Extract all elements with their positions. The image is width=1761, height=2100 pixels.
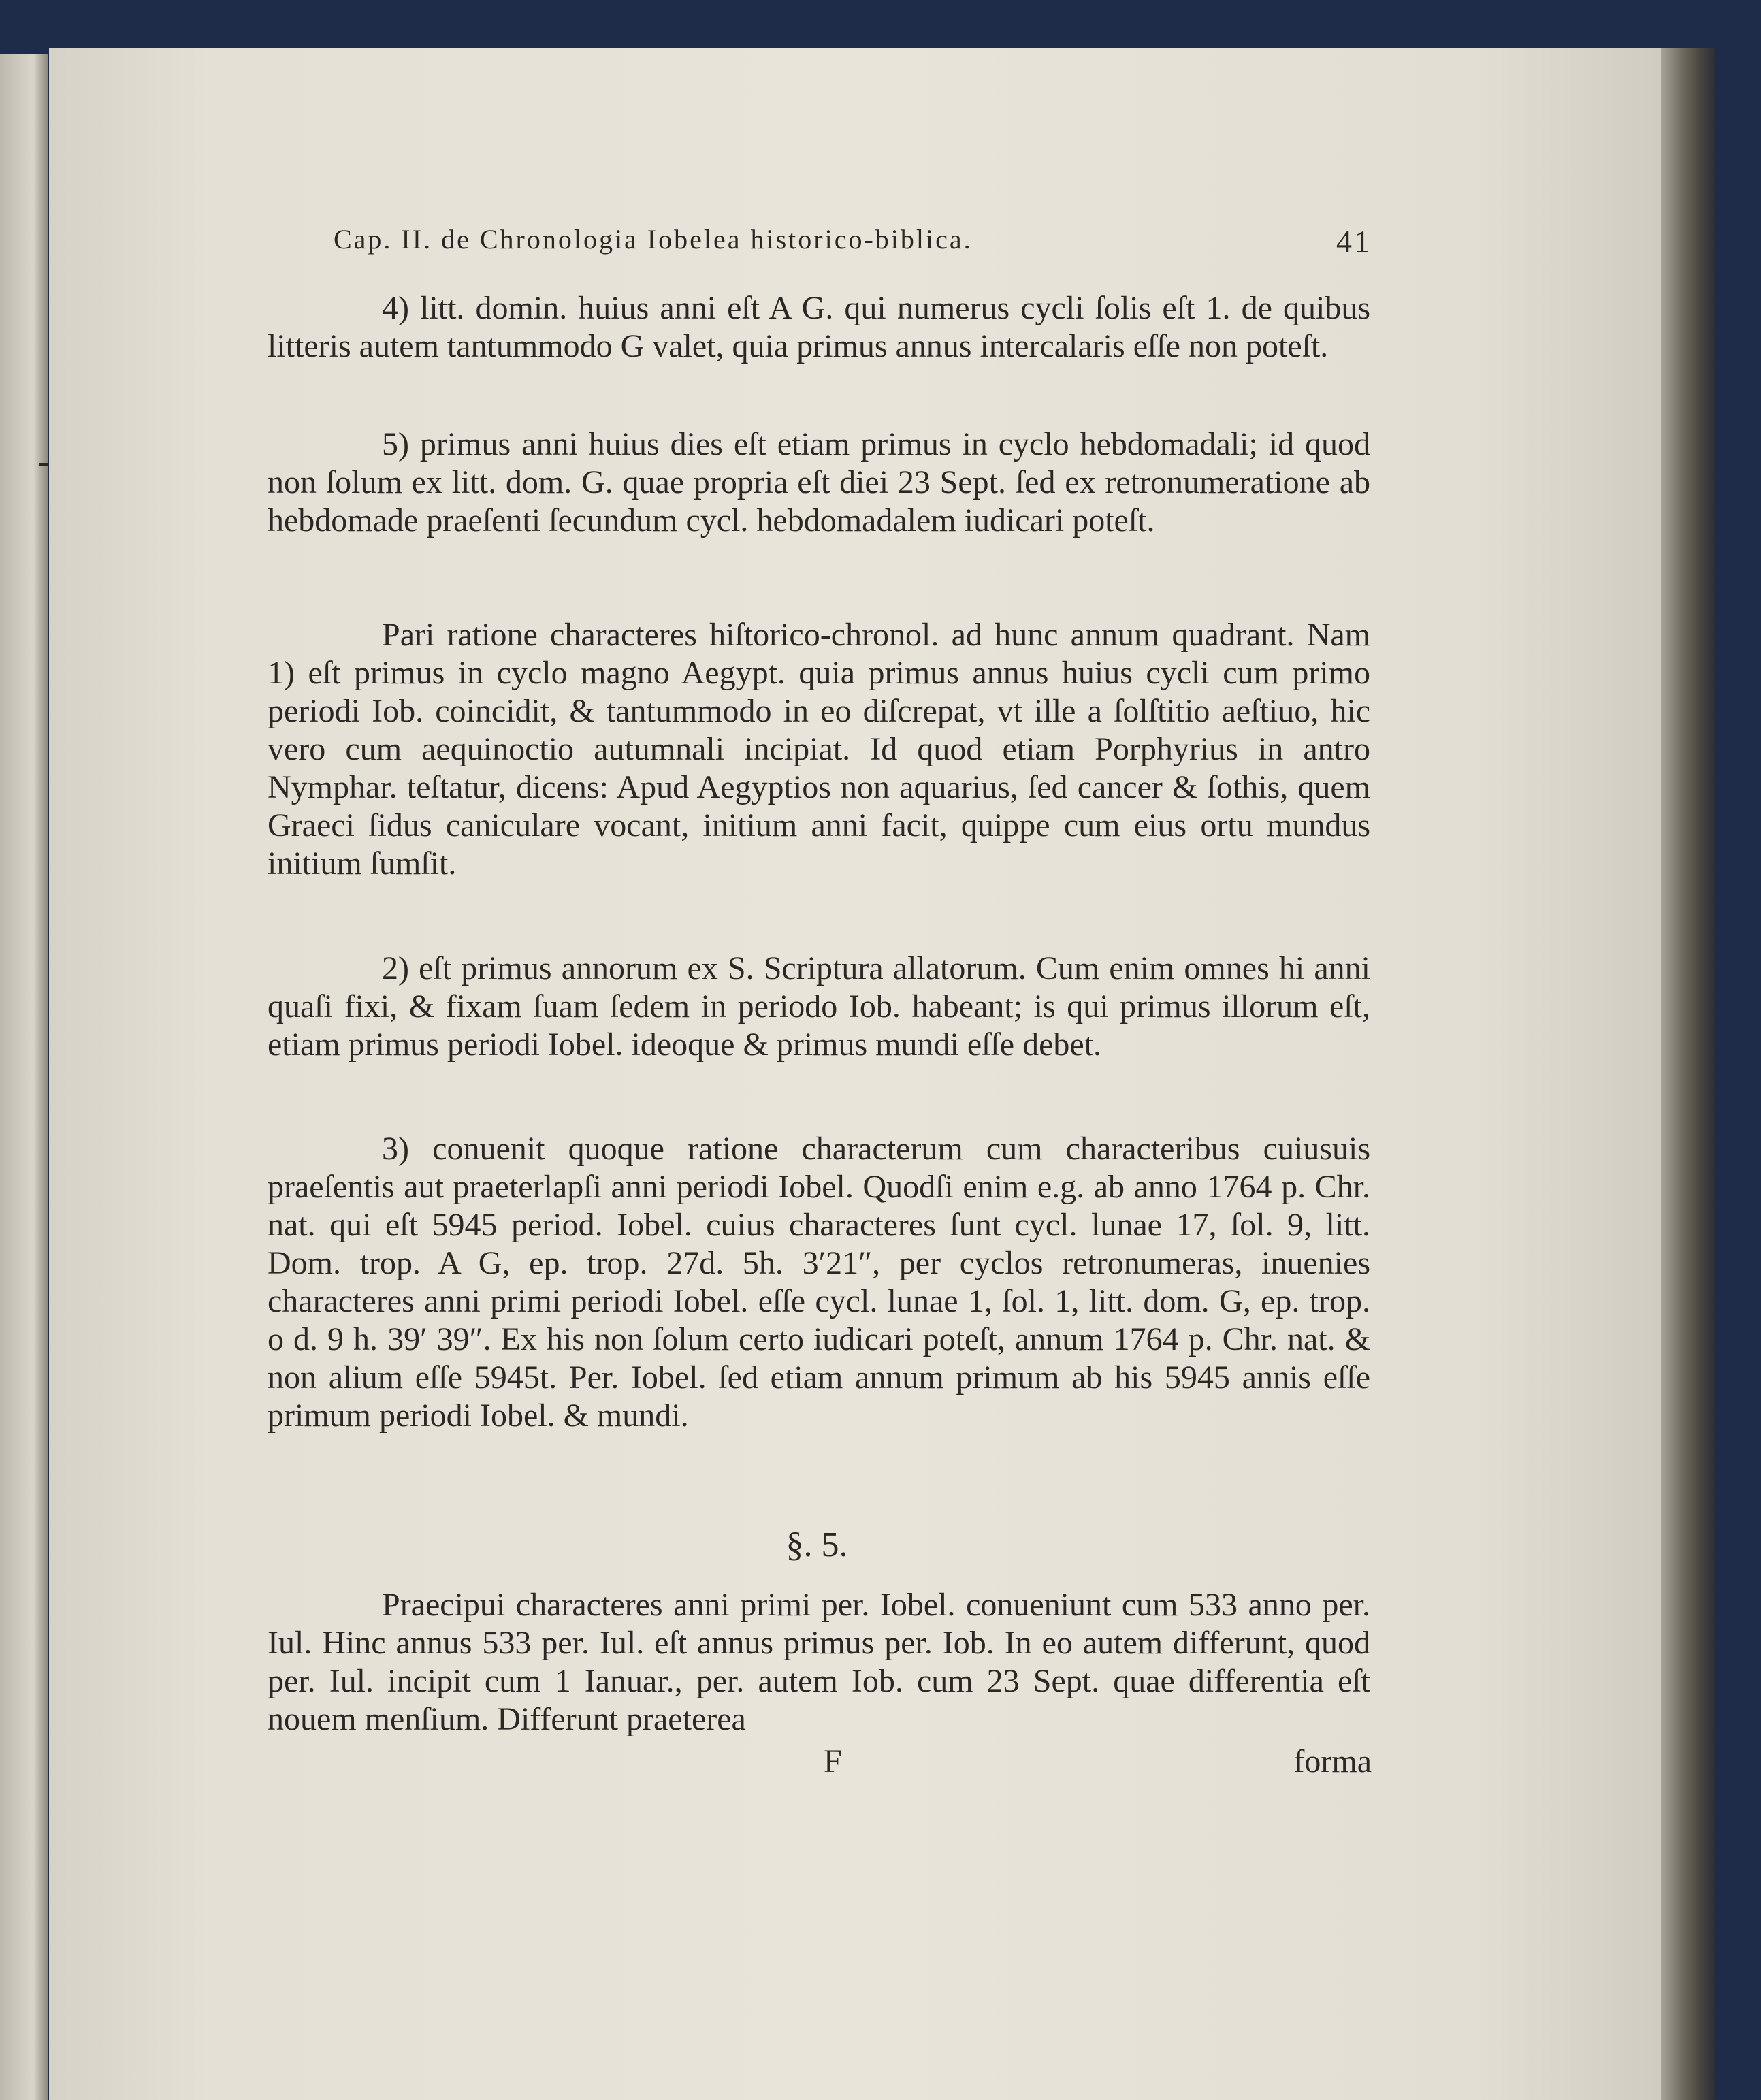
paragraph-item-5: 5) primus anni huius dies eſt etiam primus in cyclo hebdomadali; id quod non ſolum ex litt. dom. G. quae propria eſt diei 23 Sept. ſed ex retronumeratione ab hebdomade praeſenti ſecundum cycl. hebdomadalem iudicari poteſt.: [268, 426, 1370, 538]
page-stack-edge: [1661, 48, 1715, 2100]
section-heading: §. 5.: [786, 1525, 848, 1564]
catchword: forma: [1293, 1743, 1372, 1779]
paragraph-pari-ratione: Pari ratione characteres hiſtorico-chronol. ad hunc annum quadrant. Nam 1) eſt primus in cyclo magno Aegypt. quia primus annus huius cycli cum primo periodi Iob. coincidit, & tantummodo in eo diſcrepat, vt ille a ſolſtitio aeſtiuo, hic vero cum aequinoctio autumnali incipiat. Id quod etiam Porphyrius in antro Nymphar. teſtatur, dicens: Apud Aegyptios non aquarius, ſed cancer & ſothis, quem Graeci ſidus caniculare vocant, initium anni facit, quippe cum eius ortu mundus initium ſumſit.: [268, 617, 1370, 882]
paragraph-item-3: 3) conuenit quoque ratione characterum cum characteribus cuiusuis praeſentis aut praeterlapſi anni periodi Iobel. Quodſi enim e.g. ab anno 1764 p. Chr. nat. qui eſt 5945 period. Iobel. cuius characteres ſunt cycl. lunae 17, ſol. 9, litt. Dom. trop. A G, ep. trop. 27d. 5h. 3′21″, per cyclos retronumeras, inuenies characteres anni primi periodi Iobel. eſſe cycl. lunae 1, ſol. 1, litt. dom. G, ep. trop. o d. 9 h. 39′ 39″. Ex his non ſolum certo iudicari poteſt, annum 1764 p. Chr. nat. & non alium eſſe 5945t. Per. Iobel. ſed etiam annum primum ab his 5945 annis eſſe primum periodi Iobel. & mundi.: [268, 1131, 1370, 1434]
paragraph-item-4: 4) litt. domin. huius anni eſt A G. qui numerus cycli ſolis eſt 1. de quibus litteris autem tantummodo G valet, quia primus annus intercalaris eſſe non poteſt.: [268, 290, 1370, 364]
page-number: 41: [1336, 224, 1372, 259]
running-head-title: Cap. II. de Chronologia Iobelea historico-biblica.: [334, 224, 973, 255]
paragraph-item-2: 2) eſt primus annorum ex S. Scriptura allatorum. Cum enim omnes hi anni quaſi fixi, & fixam ſuam ſedem in periodo Iob. habeant; is qui primus illorum eſt, etiam primus periodi Iobel. ideoque & primus mundi eſſe debet.: [268, 950, 1370, 1063]
paragraph-section-5: Praecipui characteres anni primi per. Iobel. conueniunt cum 533 anno per. Iul. Hinc annus 533 per. Iul. eſt annus primus per. Iob. In eo autem differunt, quod per. Iul. incipit cum 1 Ianuar., per. autem Iob. cum 23 Sept. quae differentia eſt nouem menſium. Differunt praeterea: [268, 1587, 1370, 1737]
running-head: [334, 223, 1372, 264]
signature-mark: F: [824, 1743, 842, 1779]
margin-mark: [39, 463, 49, 466]
facing-page-edge: [0, 54, 48, 2100]
